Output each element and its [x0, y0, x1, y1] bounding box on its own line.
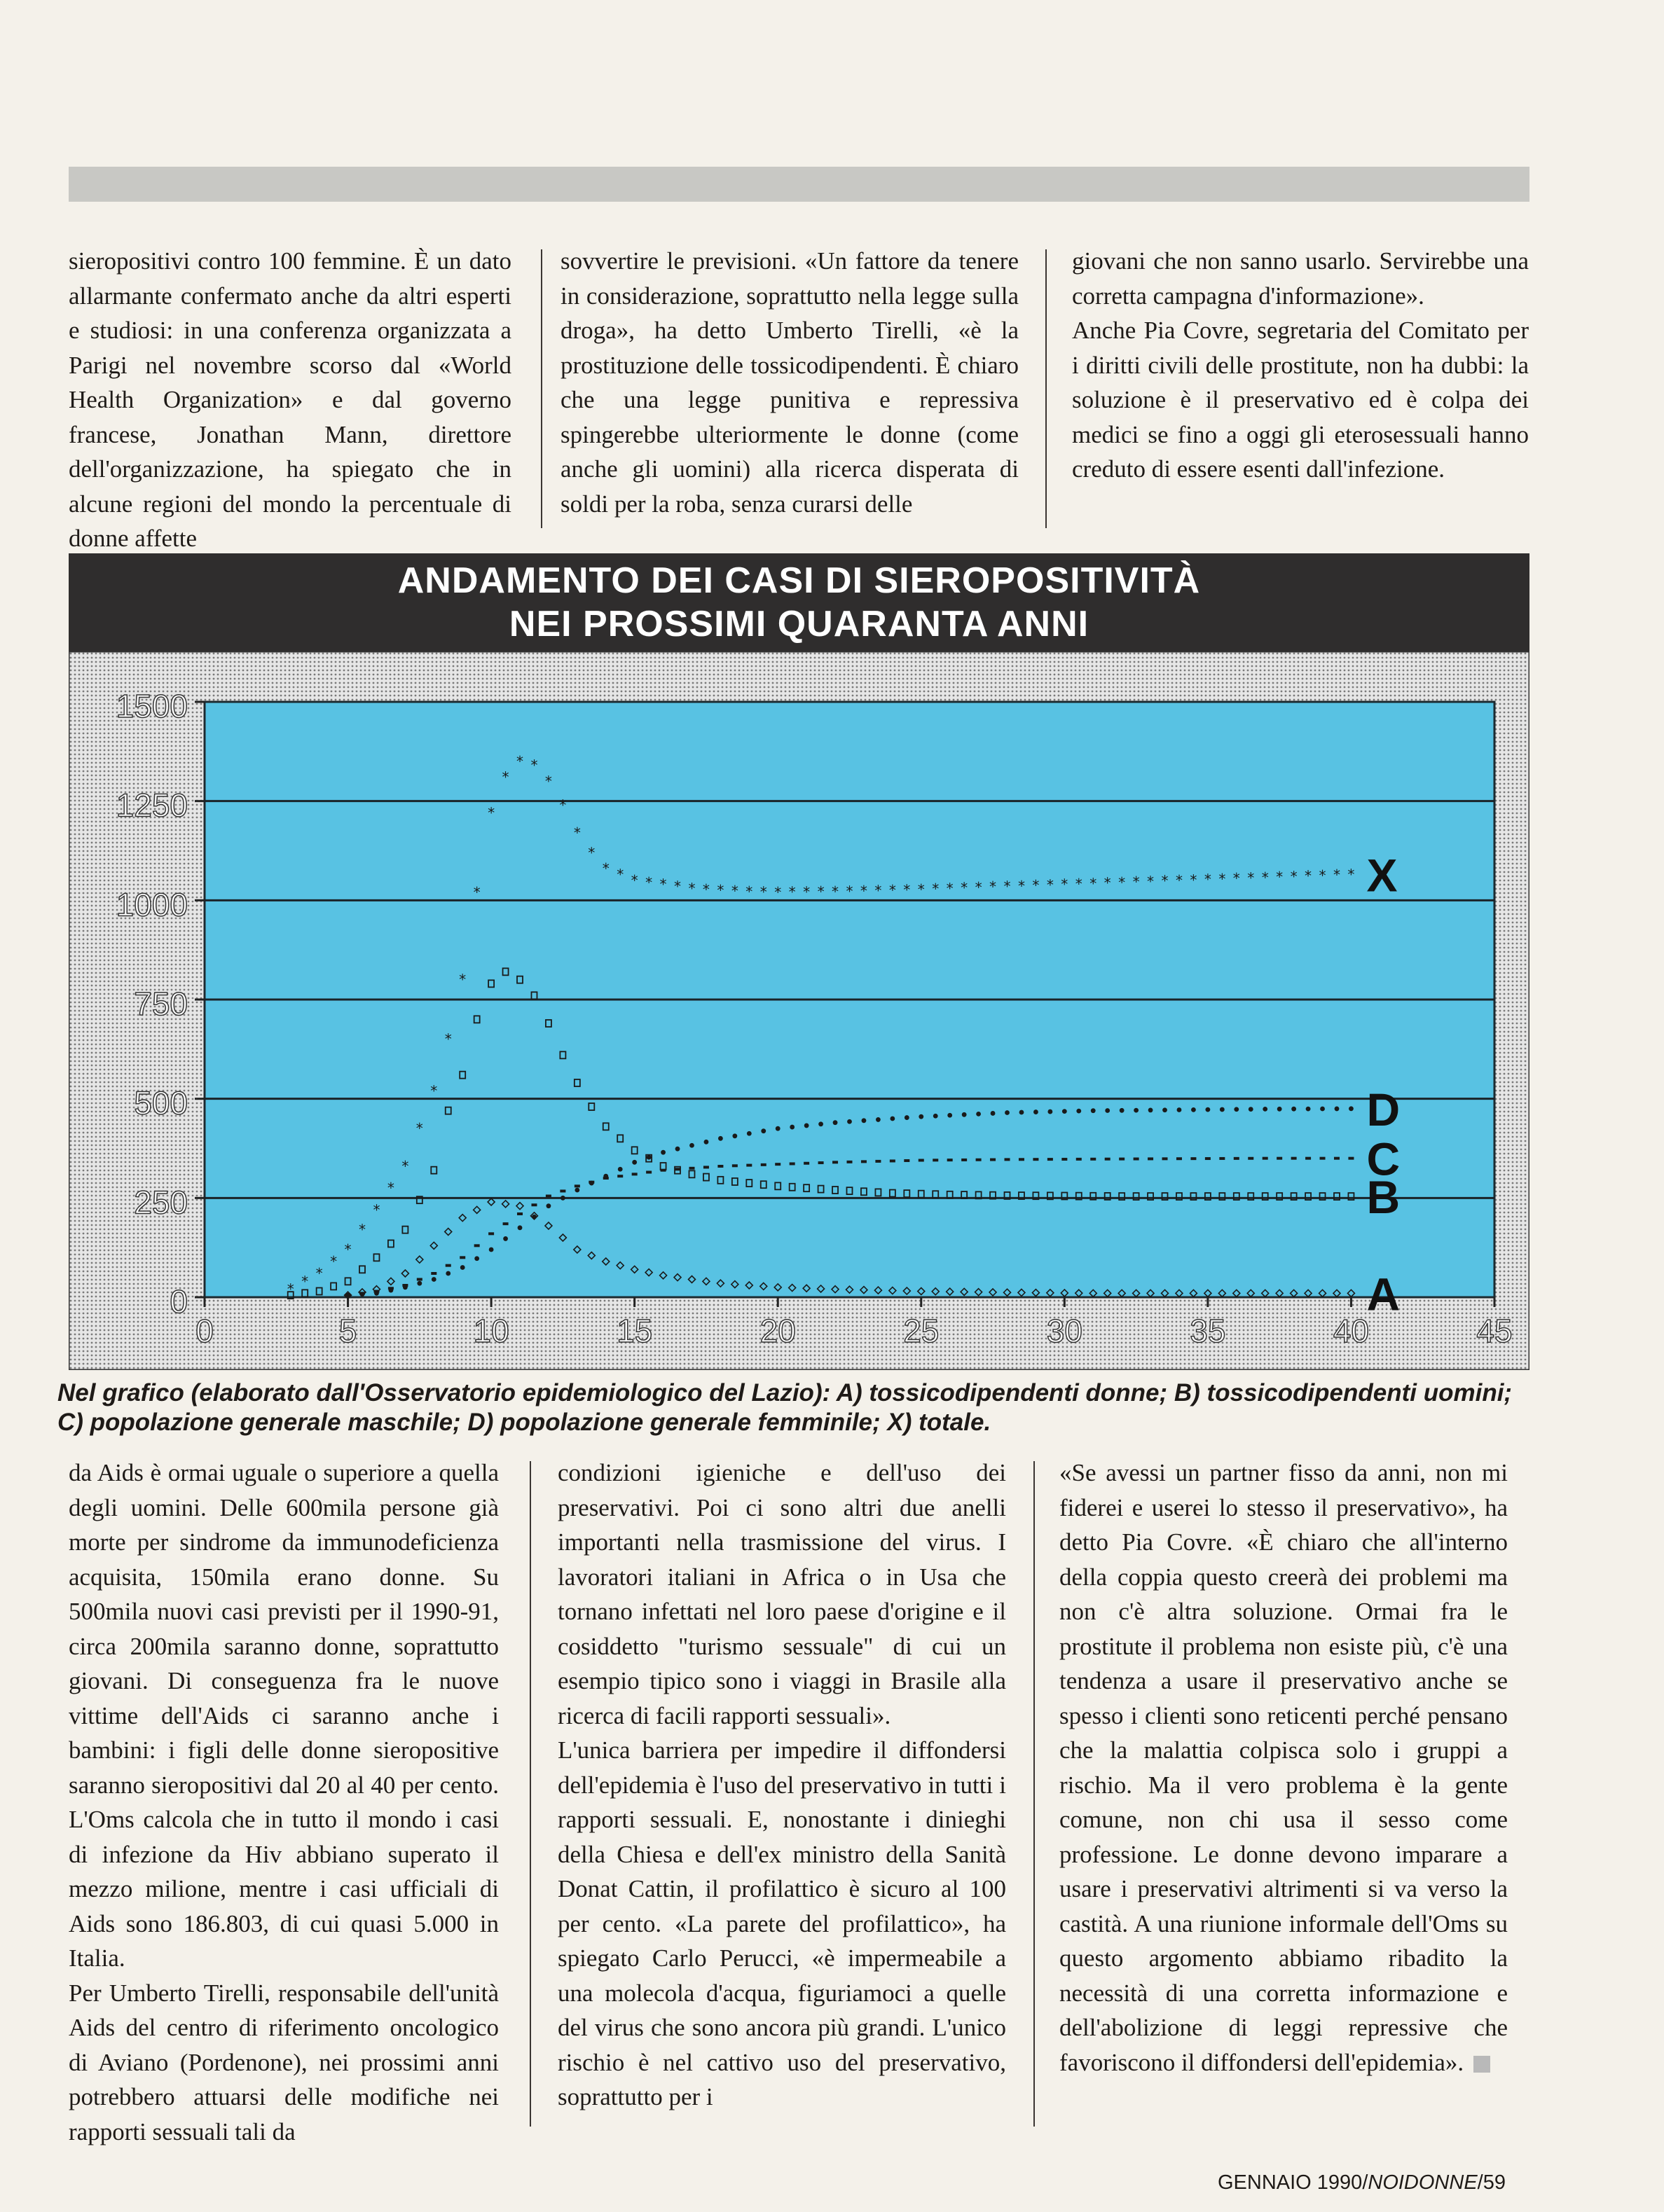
data-point	[732, 1133, 737, 1138]
data-point	[1234, 1107, 1239, 1112]
data-point: *	[1017, 877, 1026, 894]
data-point: *	[487, 804, 496, 822]
data-point: *	[458, 971, 467, 988]
data-point	[1349, 1106, 1354, 1111]
data-point	[833, 1120, 838, 1125]
data-point: *	[916, 880, 926, 898]
data-point	[1234, 1157, 1239, 1160]
data-point	[1335, 1107, 1340, 1112]
data-point	[1005, 1158, 1010, 1161]
y-tick-label: 500	[134, 1084, 188, 1121]
data-point: *	[1289, 868, 1298, 885]
data-point: *	[989, 878, 998, 896]
data-point	[1191, 1107, 1196, 1112]
data-point	[1019, 1110, 1024, 1115]
top-column-2	[561, 244, 1019, 521]
y-tick-label: 750	[134, 986, 188, 1022]
data-point	[1220, 1107, 1225, 1112]
paragraph: Anche Pia Covre, segretaria del Comitato per i diritti civili delle prostitute, non ha dubbi: la soluzione è il preservativo ed è colpa dei medici se fino a oggi gli eterosessuali hanno creduto di essere esenti dall'infezione.	[1072, 317, 1529, 483]
data-point: *	[1060, 876, 1069, 893]
data-point	[1091, 1108, 1096, 1113]
data-point	[990, 1159, 996, 1161]
data-point	[575, 1184, 580, 1187]
paragraph-text: «Se avessi un partner fisso da anni, non mi fiderei e userei lo stesso il preservativo», ha detto Pia Covre. «È chiaro che all'interno della coppia questo creerà dei problemi ma non c'è altra soluzione. Ormai fra le prostitute il problema non esiste più, c'è una tendenza a usare il preservativo anche se spesso i clienti sono reticenti perché pensano che la malattia colpisca solo i gruppi a rischio. Ma il vero problema è la gente comune, non chi usa il sesso come professione. Le donne devono imparare a usare i preservativi altrimenti si va verso la castità. A una riunione informale dell'Oms su questo argomento abbiamo ribadito la necessità di una corretta informazione e dell'abolizione di leggi repressive che favoriscono il diffondersi dell'epidemia».	[1059, 1459, 1508, 2076]
data-point	[732, 1164, 738, 1167]
data-point: *	[558, 796, 568, 814]
data-point	[1320, 1157, 1326, 1160]
data-point	[1320, 1107, 1325, 1112]
data-point	[947, 1159, 953, 1161]
data-point	[933, 1159, 938, 1161]
data-point: *	[1189, 871, 1198, 889]
data-point: *	[1103, 874, 1112, 892]
series-label: A	[1366, 1268, 1401, 1320]
y-tick-label: 250	[134, 1184, 188, 1221]
data-point	[1177, 1107, 1182, 1112]
data-point	[661, 1169, 666, 1172]
data-point	[1134, 1108, 1139, 1113]
footer-date: GENNAIO 1990/	[1218, 2171, 1368, 2194]
chart-title-line-1: ANDAMENTO DEI CASI DI SIEROPOSITIVITÀ	[397, 560, 1201, 601]
data-point	[1263, 1107, 1267, 1112]
data-point	[517, 1212, 523, 1215]
data-point	[618, 1167, 623, 1172]
data-point	[1205, 1107, 1210, 1112]
x-tick-label: 0	[195, 1313, 214, 1349]
data-point	[1277, 1107, 1282, 1112]
data-point	[489, 1247, 494, 1252]
data-point	[1119, 1158, 1125, 1161]
header-strip	[69, 167, 1529, 202]
chart-title	[69, 553, 1529, 651]
y-tick-label: 1000	[116, 886, 188, 923]
data-point	[1005, 1110, 1010, 1115]
chart-svg	[69, 651, 1529, 1370]
data-point	[1176, 1157, 1182, 1160]
data-point: *	[372, 1201, 381, 1219]
data-point: *	[1074, 875, 1083, 892]
data-point: *	[1118, 873, 1127, 891]
data-point	[531, 1203, 537, 1206]
data-point	[919, 1114, 923, 1119]
data-point	[503, 1236, 508, 1241]
data-point: *	[659, 876, 668, 893]
top-column-1	[69, 244, 511, 556]
series-label: X	[1366, 849, 1398, 901]
y-tick-label: 1250	[116, 787, 188, 824]
data-point	[1047, 1158, 1053, 1161]
data-point: *	[472, 884, 481, 901]
data-point: *	[1003, 878, 1012, 895]
data-point: *	[357, 1221, 367, 1238]
data-point: *	[759, 883, 768, 901]
data-point	[603, 1174, 608, 1179]
data-point	[675, 1168, 680, 1170]
data-point: *	[931, 880, 940, 898]
data-point: *	[1203, 871, 1212, 888]
footer-magazine: NOIDONNE	[1368, 2171, 1478, 2194]
data-point	[1105, 1158, 1111, 1161]
data-point	[689, 1143, 694, 1148]
data-point: *	[530, 756, 539, 774]
data-point: *	[515, 753, 525, 770]
bottom-column-3	[1059, 1456, 1508, 2080]
data-point	[561, 1196, 565, 1201]
series-label: C	[1366, 1133, 1401, 1185]
data-point: *	[831, 883, 840, 900]
data-point: *	[572, 824, 582, 841]
data-point	[1148, 1108, 1153, 1113]
data-point: *	[687, 880, 696, 897]
data-point: *	[645, 873, 654, 891]
data-point	[474, 1256, 479, 1261]
data-point: *	[673, 878, 682, 895]
data-point	[675, 1147, 680, 1152]
column-rule	[1033, 1461, 1035, 2127]
data-point	[632, 1173, 638, 1175]
data-point	[1105, 1108, 1110, 1113]
data-point	[717, 1165, 723, 1168]
data-point	[991, 1111, 996, 1116]
data-point: *	[1146, 873, 1155, 890]
data-point	[776, 1126, 781, 1131]
data-point	[847, 1161, 853, 1163]
data-point: *	[587, 844, 596, 862]
data-point	[532, 1215, 537, 1219]
data-point: *	[301, 1273, 310, 1290]
data-point	[704, 1140, 709, 1145]
data-point	[1076, 1109, 1081, 1114]
data-point	[560, 1189, 565, 1192]
bottom-column-2	[558, 1456, 1006, 2115]
series-label: D	[1366, 1083, 1401, 1135]
data-point	[1205, 1157, 1211, 1160]
x-tick-label: 35	[1190, 1313, 1226, 1349]
data-point: *	[315, 1265, 324, 1282]
data-point: *	[286, 1280, 295, 1298]
data-point	[875, 1160, 881, 1163]
x-tick-label: 30	[1046, 1313, 1082, 1349]
data-point: *	[974, 878, 983, 896]
data-point	[862, 1118, 867, 1123]
data-point	[1334, 1157, 1340, 1160]
data-point: *	[1232, 870, 1241, 887]
data-point	[417, 1278, 422, 1281]
data-point: *	[1218, 870, 1227, 887]
data-point	[962, 1112, 967, 1117]
data-point	[1263, 1157, 1268, 1160]
paragraph: L'unica barriera per impedire il diffondersi dell'epidemia è l'uso del preservativo in tutti i rapporti sessuali. E, nonostante i dinieghi della Chiesa e dell'ex ministro della Sanità Donat Cattin, il profilattico è sicuro al 100 per cento. «La parete del profilattico», ha spiegato Carlo Perucci, «è impermeabile a una molecola d'acqua, figuriamoci a quelle del virus che sono ancora più grandi. L'unico rischio è nel cattivo uso del preservativo, soprattutto per i	[558, 1736, 1006, 2110]
data-point	[746, 1164, 752, 1167]
data-point	[890, 1159, 895, 1162]
paragraph: sieropositivi contro 100 femmine. È un dato allarmante confermato anche da altri esperti e studiosi: in una conferenza organizzata a Parigi nel novembre scorso dal «World Health Organization» e dal governo francese, Jonathan Mann, direttore dell'organizzazione, ha spiegato che in alcune regioni del mondo la percentuale di donne affette	[69, 247, 511, 552]
data-point: *	[1275, 869, 1284, 886]
data-point	[503, 1222, 509, 1225]
paragraph: Per Umberto Tirelli, responsabile dell'unità Aids del centro di riferimento oncologico di Aviano (Pordenone), nei prossimi anni potrebbero attuarsi delle modifiche nei rapporti sessuali tali da	[69, 1979, 499, 2145]
data-point	[518, 1225, 523, 1230]
data-point: *	[1045, 876, 1054, 894]
series-label: B	[1366, 1171, 1401, 1224]
data-point: *	[415, 1120, 424, 1138]
data-point	[661, 1150, 666, 1155]
data-point	[818, 1161, 824, 1164]
data-point: *	[501, 768, 510, 786]
data-point	[1076, 1158, 1082, 1161]
paragraph: condizioni igieniche e dell'uso dei preservativi. Poi ci sono altri due anelli importanti nella trasmissione del virus. I lavoratori italiani in Africa o in Usa che tornano infettati nel loro paese d'origine e il cosiddetto "turismo sessuale" di cui un esempio tipico sono i viaggi in Brasile alla ricerca di facili rapporti sessuali».	[558, 1459, 1006, 1729]
data-point: *	[429, 1082, 439, 1100]
data-point	[1033, 1158, 1038, 1161]
chart	[69, 651, 1529, 1370]
data-point: *	[1304, 867, 1313, 885]
data-point: *	[716, 882, 725, 899]
data-point	[847, 1119, 852, 1124]
data-point	[432, 1277, 436, 1282]
data-point	[1090, 1158, 1096, 1161]
data-point: *	[773, 884, 783, 901]
data-point	[431, 1272, 436, 1275]
data-point	[1190, 1157, 1196, 1160]
data-point	[1305, 1157, 1311, 1160]
data-point	[632, 1160, 637, 1165]
data-point	[460, 1256, 465, 1259]
data-point	[1061, 1158, 1067, 1161]
data-point	[1219, 1157, 1225, 1160]
data-point	[832, 1161, 838, 1163]
data-point	[861, 1160, 867, 1163]
data-point: *	[960, 879, 969, 897]
data-point	[804, 1124, 809, 1128]
data-point: *	[1132, 873, 1141, 891]
data-point: *	[1089, 875, 1098, 892]
data-point	[976, 1112, 981, 1117]
data-point	[389, 1288, 394, 1293]
data-point: *	[1260, 869, 1270, 886]
data-point: *	[544, 773, 553, 790]
data-point	[460, 1265, 465, 1270]
column-rule	[541, 249, 542, 528]
paragraph	[1059, 1456, 1508, 2080]
chart-title-line-2: NEI PROSSIMI QUARANTA ANNI	[509, 604, 1089, 644]
data-point	[905, 1115, 909, 1120]
data-point: *	[401, 1158, 410, 1175]
paragraph: da Aids è ormai uguale o superiore a quella degli uomini. Delle 600mila persone già morte per sindrome da immunodeficienza acquisita, 150mila erano donne. Su 500mila nuovi casi previsti per il 1990-91, circa 200mila saranno donne, soprattutto giovani. Di conseguenza fra le nuove vittime dell'Aids ci saranno anche i bambini: i figli delle donne sieropositive saranno sieropositivi dal 20 al 40 per cento. L'Oms calcola che in tutto il mondo i casi di infezione da Hiv abbiano superato il mezzo milione, mentre i casi ufficiali di Aids sono 186.803, di cui quasi 5.000 in Italia.	[69, 1459, 499, 1972]
data-point	[589, 1181, 594, 1186]
data-point	[947, 1113, 952, 1118]
data-point	[761, 1163, 766, 1166]
data-point	[775, 1163, 781, 1166]
data-point	[1248, 1157, 1253, 1160]
x-tick-label: 40	[1333, 1313, 1370, 1349]
x-tick-label: 5	[338, 1313, 357, 1349]
data-point: *	[859, 883, 868, 900]
data-point: *	[701, 880, 710, 898]
data-point	[417, 1281, 422, 1286]
page-footer	[1218, 2171, 1506, 2194]
data-point: *	[1174, 872, 1184, 889]
data-point	[1019, 1158, 1024, 1161]
data-point	[876, 1117, 881, 1122]
data-point	[446, 1264, 451, 1267]
data-point: *	[329, 1253, 338, 1270]
data-point: *	[343, 1241, 352, 1258]
data-point	[904, 1159, 909, 1162]
column-rule	[530, 1461, 531, 2127]
data-point: *	[874, 882, 883, 899]
data-point	[1291, 1157, 1297, 1160]
data-point	[1249, 1107, 1253, 1112]
data-point	[790, 1125, 795, 1130]
data-point	[488, 1232, 494, 1235]
paragraph: giovani che non sanno usarlo. Servirebbe una corretta campagna d'informazione».	[1072, 247, 1529, 310]
data-point	[976, 1159, 982, 1161]
column-rule	[1045, 249, 1047, 528]
data-point: *	[630, 872, 639, 889]
data-point: *	[902, 881, 912, 899]
paragraph: sovvertire le previsioni. «Un fattore da tenere in considerazione, soprattutto nella legge sulla droga», ha detto Umberto Tirelli, «è la prostituzione delle tossicodipendenti. È chiaro che una legge punitiva e repressiva spingerebbe ulteriormente le donne (come anche gli uomini) alla ricerca disperata di soldi per la roba, senza curarsi delle	[561, 247, 1019, 518]
data-point	[703, 1166, 709, 1168]
x-tick-label: 15	[617, 1313, 653, 1349]
data-point	[403, 1285, 408, 1290]
data-point	[617, 1175, 623, 1177]
data-point	[1306, 1107, 1311, 1112]
data-point: *	[730, 883, 739, 900]
data-point	[818, 1121, 823, 1126]
data-point	[474, 1244, 480, 1247]
footer-page: /59	[1477, 2171, 1506, 2194]
data-point: *	[802, 883, 811, 901]
y-tick-label: 0	[170, 1283, 188, 1320]
data-point: *	[745, 883, 754, 900]
data-point: *	[1160, 872, 1169, 890]
data-point: *	[816, 883, 825, 901]
data-point: *	[845, 883, 854, 900]
data-point	[933, 1114, 938, 1119]
chart-caption: Nel grafico (elaborato dall'Osservatorio epidemiologico del Lazio): A) tossicodipendenti donne; B) tossicodipendenti uomini; C) popolazione generale maschile; D) popolazione generale femminile; X) totale.	[57, 1379, 1513, 1436]
data-point	[1134, 1158, 1139, 1161]
data-point	[790, 1162, 795, 1165]
x-tick-label: 25	[903, 1313, 940, 1349]
data-point: *	[788, 883, 797, 901]
data-point	[647, 1155, 652, 1160]
top-column-3	[1072, 244, 1529, 487]
data-point	[1291, 1107, 1296, 1112]
data-point	[546, 1195, 551, 1198]
x-tick-label: 10	[473, 1313, 509, 1349]
data-point	[1120, 1108, 1125, 1113]
y-tick-label: 1500	[116, 688, 188, 724]
data-point	[1277, 1157, 1282, 1160]
data-point	[718, 1136, 723, 1141]
data-point: *	[601, 860, 610, 877]
data-point: *	[1246, 869, 1256, 887]
data-point: *	[443, 1030, 453, 1048]
data-point	[747, 1131, 752, 1136]
data-point: *	[386, 1180, 395, 1197]
data-point	[546, 1203, 551, 1208]
data-point	[1162, 1107, 1167, 1112]
data-point	[446, 1271, 451, 1276]
data-point	[1047, 1110, 1052, 1114]
x-tick-label: 45	[1476, 1313, 1513, 1349]
data-point	[575, 1188, 579, 1193]
data-point	[804, 1162, 809, 1165]
data-point: *	[1332, 866, 1342, 884]
data-point: *	[1031, 877, 1040, 894]
data-point	[919, 1159, 924, 1162]
data-point	[961, 1159, 967, 1161]
data-point	[1033, 1110, 1038, 1114]
data-point: *	[1347, 866, 1356, 883]
bottom-column-1	[69, 1456, 499, 2149]
data-point	[1148, 1157, 1153, 1160]
data-point	[1348, 1157, 1354, 1160]
data-point: *	[888, 882, 897, 899]
data-point: *	[1318, 866, 1327, 884]
data-point	[761, 1128, 766, 1133]
data-point: *	[945, 880, 954, 897]
data-point	[890, 1117, 895, 1121]
data-point	[689, 1167, 694, 1170]
data-point: *	[616, 866, 625, 883]
data-point	[646, 1171, 652, 1174]
data-point	[1162, 1157, 1168, 1160]
x-tick-label: 20	[759, 1313, 796, 1349]
data-point	[1062, 1109, 1067, 1114]
end-mark-icon	[1473, 2056, 1490, 2073]
